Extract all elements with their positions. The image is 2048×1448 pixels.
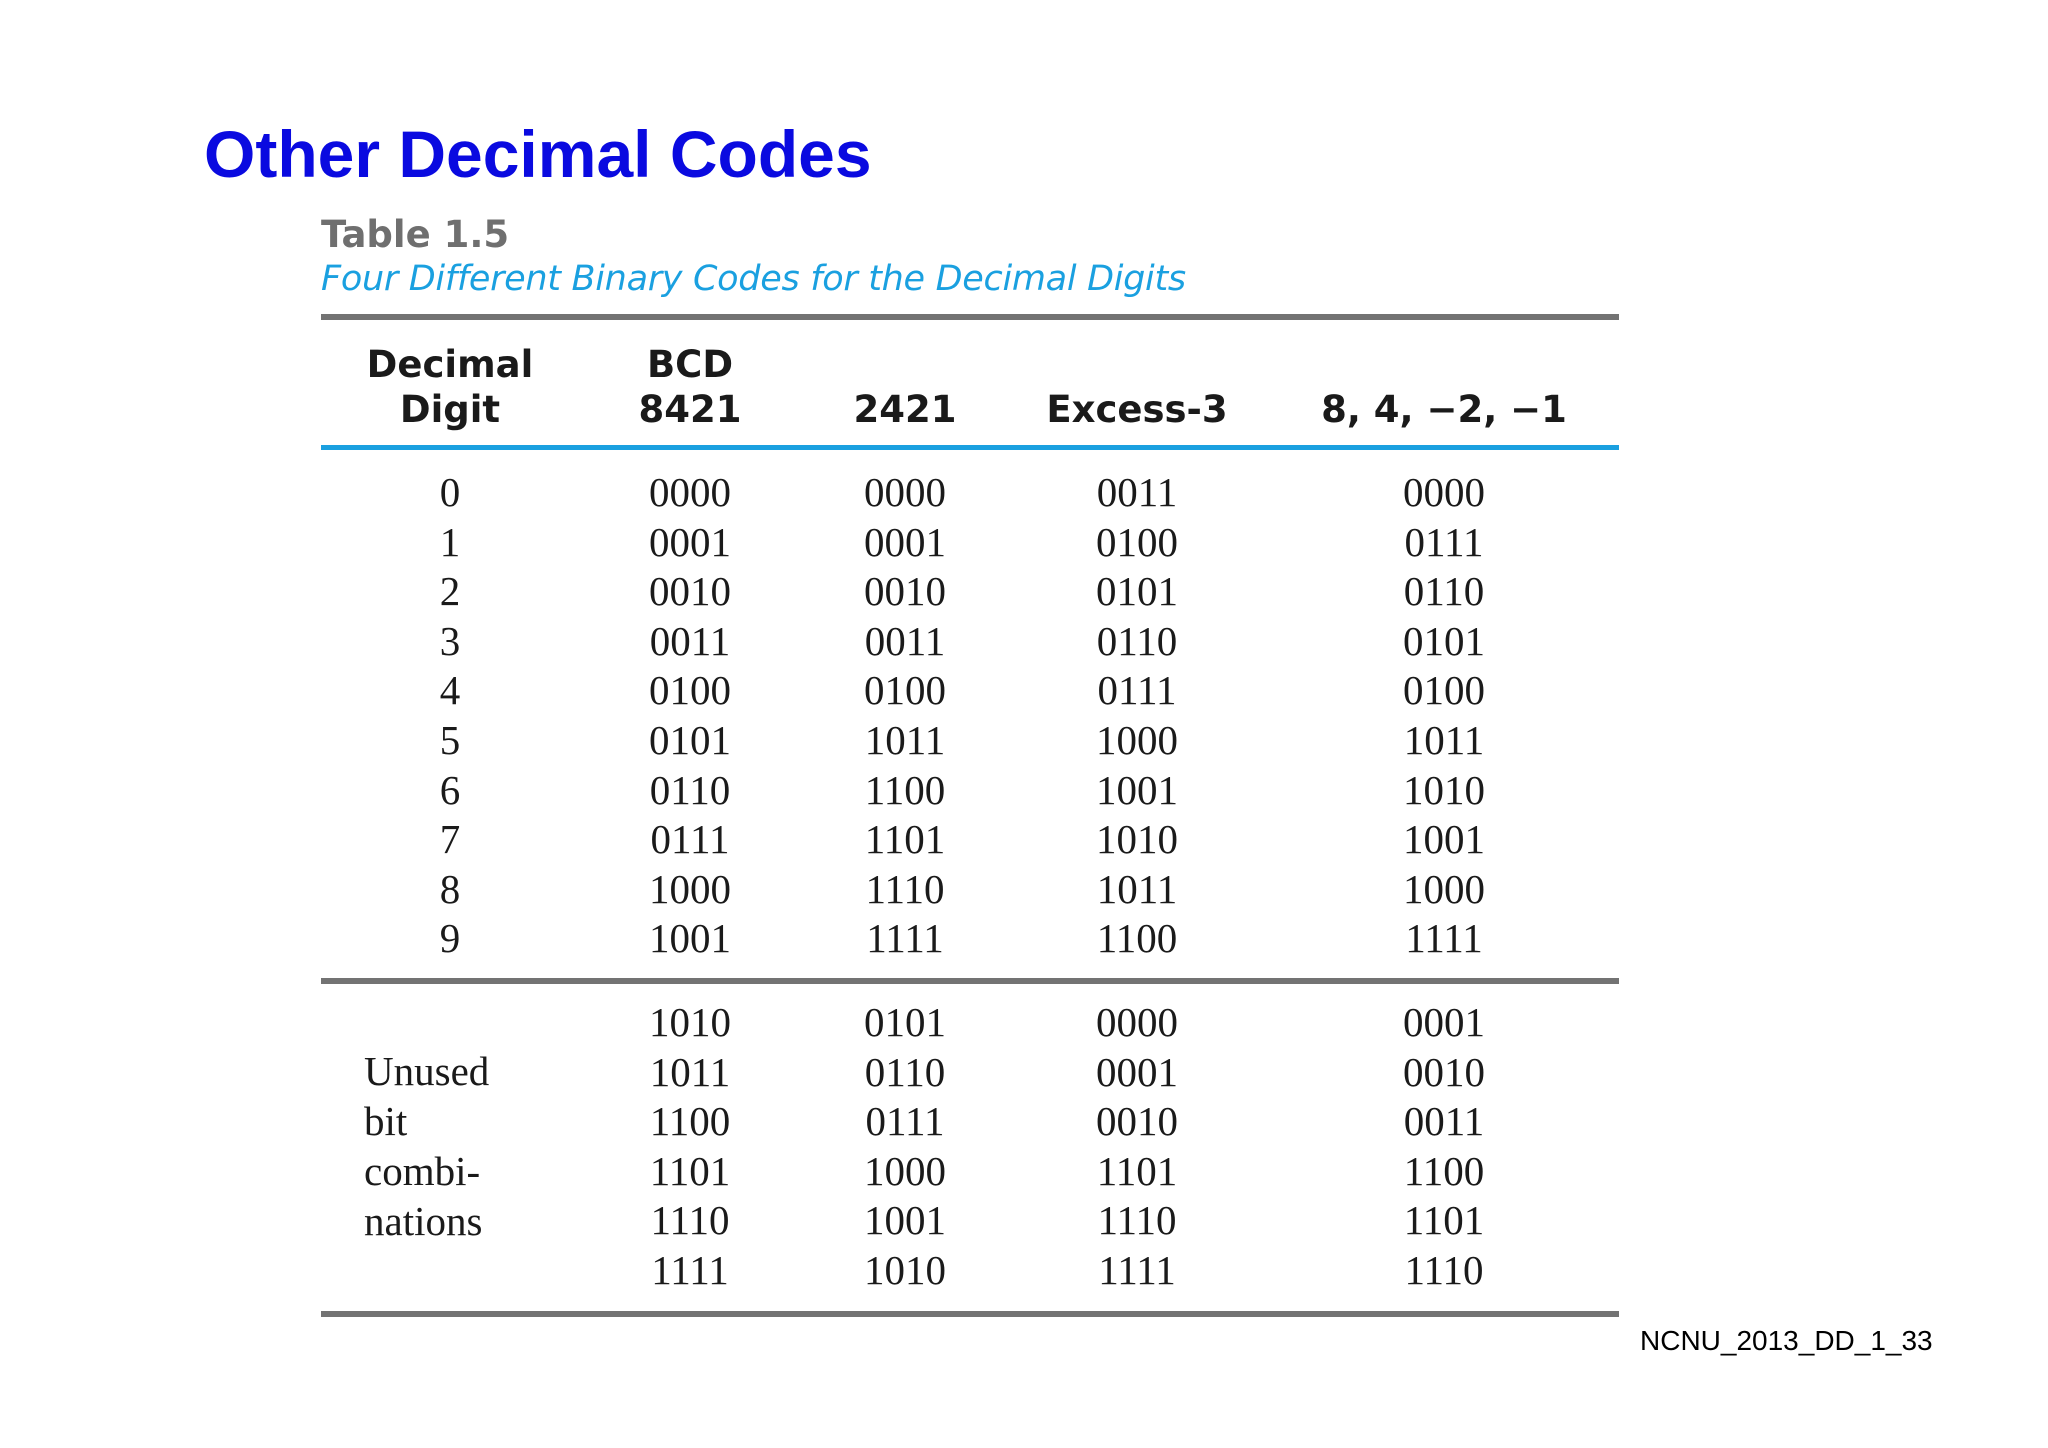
header-bcd-8421 [639,342,742,432]
excess3-cell: 0101 [1096,568,1178,615]
code-842neg-cell: 1001 [1403,816,1485,863]
bcd-cell: 0010 [649,568,731,615]
unused-bcd-cell: 1100 [649,1098,731,1145]
header-bcd-line-1: BCD [646,343,734,386]
code-842neg-cell: 0110 [1403,568,1485,615]
code-2421-cell: 0000 [864,469,946,515]
code-2421-cell: 0011 [864,617,946,664]
unused-2421-cell: 0101 [864,999,946,1045]
digit-cell: 5 [439,717,461,763]
code-842neg-cell: 0111 [1404,518,1484,565]
digit-cell: 1 [439,518,461,565]
unused-bcd-cell: 1110 [650,1197,730,1244]
unused-2421-cell: 1001 [864,1197,946,1244]
digit-cell: 9 [439,915,461,962]
digit-cell: 2 [439,568,461,615]
digit-cell: 4 [439,667,461,714]
bcd-cell: 0101 [649,717,731,763]
unused-excess3-cell: 0010 [1096,1098,1178,1145]
code-842neg-cell: 0100 [1403,667,1485,714]
header-excess3-line: Excess-3 [1046,388,1228,431]
digit-cell: 8 [439,865,461,912]
code-842neg-cell: 0000 [1403,469,1485,515]
digit-cell: 3 [439,617,461,664]
header-bcd-line-2: 8421 [638,388,742,431]
excess3-cell: 1001 [1096,766,1178,813]
excess3-cell: 0011 [1096,469,1178,515]
bcd-cell: 0111 [650,816,730,863]
code-2421-cell: 0001 [864,518,946,565]
unused-label [364,1046,489,1246]
excess3-cell: 0100 [1096,518,1178,565]
table-caption: Four Different Binary Codes for the Decimal Digits [321,259,1186,299]
header-rule [321,445,1619,450]
unused-label-line-4: nations [364,1198,483,1244]
header-2421 [854,387,957,432]
bcd-cell: 0000 [649,469,731,515]
unused-2421-cell: 1000 [864,1147,946,1194]
code-842neg-cell: 0101 [1403,617,1485,664]
unused-excess3-cell: 1101 [1096,1147,1178,1194]
code-2421-cell: 1100 [864,766,946,813]
code-2421-cell: 1111 [866,915,944,962]
code-2421-cell: 0100 [864,667,946,714]
unused-label-line-2: bit [364,1098,408,1144]
code-842neg-cell: 1111 [1405,915,1483,962]
unused-2421-cell: 1010 [864,1247,946,1293]
mid-rule [321,978,1619,984]
unused-bcd-cell: 1111 [651,1247,729,1293]
unused-842neg-cell: 0011 [1403,1098,1485,1145]
header-excess-3 [1046,387,1227,432]
header-8-4-neg2-neg1 [1321,387,1567,432]
excess3-cell: 0110 [1096,617,1178,664]
table-label: Table 1.5 [321,213,510,256]
bcd-cell: 1001 [649,915,731,962]
code-842neg-cell: 1010 [1403,766,1485,813]
unused-excess3-cell: 1110 [1097,1197,1177,1244]
code-842neg-cell: 1011 [1403,717,1485,763]
unused-bcd-cell: 1101 [649,1147,731,1194]
unused-842neg-cell: 1100 [1403,1147,1485,1194]
table-top-rule [321,314,1619,320]
code-2421-cell: 1110 [865,865,945,912]
header-decimal-line-1: Decimal [366,343,534,386]
header-decimal-digit [367,342,534,432]
bcd-cell: 0110 [649,766,731,813]
code-2421-cell: 1101 [864,816,946,863]
unused-bcd-cell: 1010 [649,999,731,1045]
unused-842neg-cell: 1101 [1403,1197,1485,1244]
digit-cell: 6 [439,766,461,813]
unused-842neg-cell: 0010 [1403,1048,1485,1095]
unused-842neg-cell: 1110 [1404,1247,1484,1293]
header-decimal-line-2: Digit [399,388,501,431]
unused-842neg-cell: 0001 [1403,999,1485,1045]
excess3-cell: 1011 [1096,865,1178,912]
excess3-cell: 0111 [1097,667,1177,714]
table-bottom-rule [321,1311,1619,1317]
excess3-cell: 1000 [1096,717,1178,763]
unused-excess3-cell: 1111 [1098,1247,1176,1293]
header-842neg-line: 8, 4, −2, −1 [1321,388,1567,431]
unused-label-line-3: combi- [364,1148,481,1194]
code-2421-cell: 0010 [864,568,946,615]
bcd-cell: 0100 [649,667,731,714]
code-842neg-cell: 1000 [1403,865,1485,912]
code-2421-cell: 1011 [864,717,946,763]
unused-2421-cell: 0111 [865,1098,945,1145]
unused-2421-cell: 0110 [864,1048,946,1095]
digit-cell: 7 [439,816,461,863]
excess3-cell: 1100 [1096,915,1178,962]
bcd-cell: 0011 [649,617,731,664]
header-2421-line: 2421 [853,388,957,431]
unused-bcd-cell: 1011 [649,1048,731,1095]
unused-label-line-1: Unused [364,1048,490,1094]
unused-excess3-cell: 0001 [1096,1048,1178,1095]
unused-excess3-cell: 0000 [1096,999,1178,1045]
slide-title: Other Decimal Codes [204,117,872,191]
excess3-cell: 1010 [1096,816,1178,863]
digit-cell: 0 [439,469,461,515]
bcd-cell: 1000 [649,865,731,912]
slide-footer: NCNU_2013_DD_1_33 [1640,1325,1933,1356]
bcd-cell: 0001 [649,518,731,565]
